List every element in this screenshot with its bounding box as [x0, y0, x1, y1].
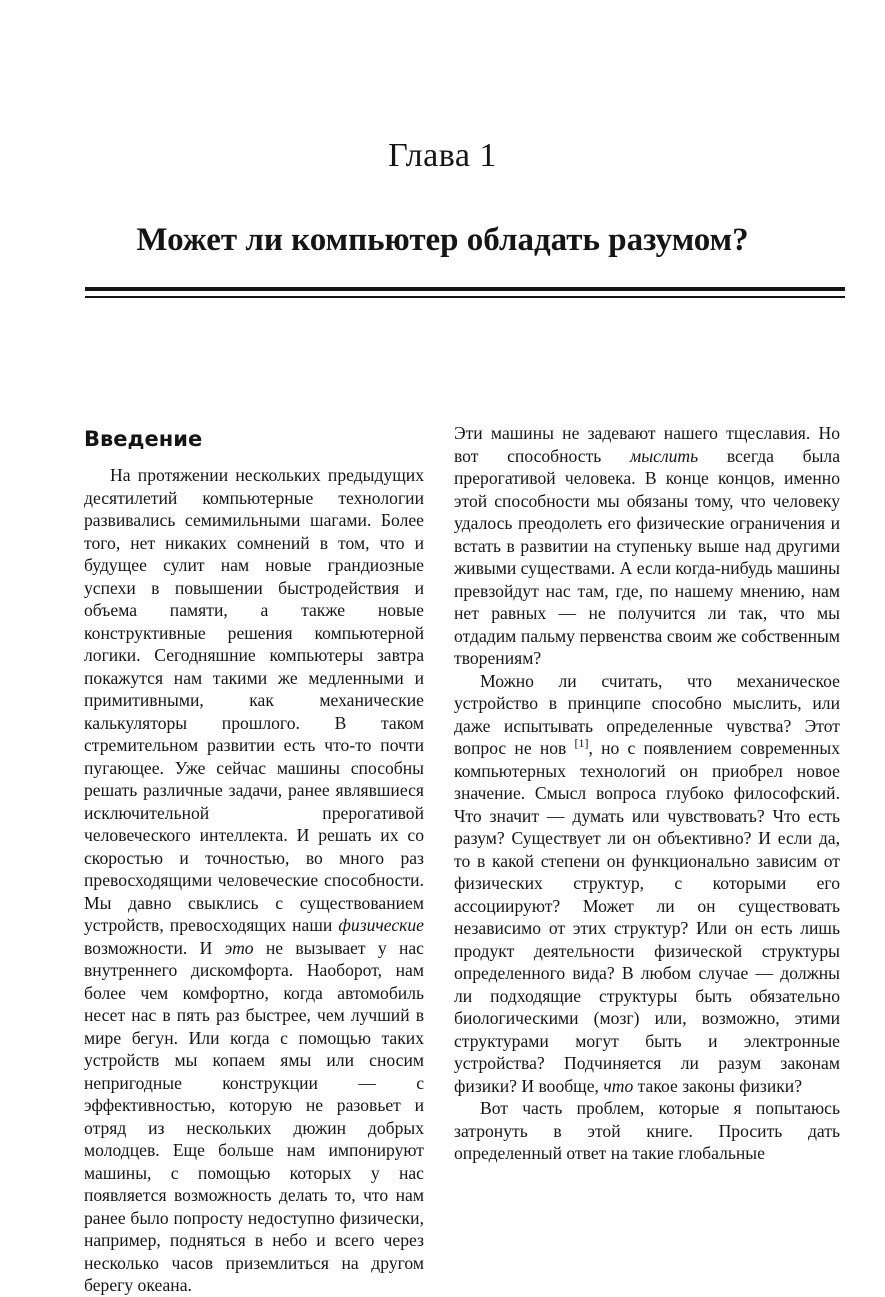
paragraph: Вот часть проблем, которые я попытаюсь затронуть в этой книге. Просить дать определенный ответ на такие глобальные	[454, 1098, 840, 1163]
emphasis: что	[603, 1075, 634, 1096]
left-column	[84, 422, 424, 1297]
paragraph: На протяжении нескольких предыдущих десятилетий компьютерные технологии развивались семимильными шагами. Более того, нет никаких сомнений в том, что и будущее сулит нам новые грандиозные успехи в повышении быстродействия и объема памяти, а также новые конструктивные решения компьютерной логики. Сегодняшние компьютеры завтра покажутся нам такими же медленными и примитивными, как механические калькуляторы прошлого. В таком стремительном развитии есть что-то почти пугающее. Уже сейчас машины способны решать различные задачи, ранее являвшиеся исключительной прерогативой человеческого интеллекта. И решать их со скоростью и точностью, во много раз превосходящими человеческие способности. Мы давно свыклись с существованием устройств, превосходящих наши физические возможности. И это не вызывает у нас внутреннего дискомфорта. Наоборот, нам более чем комфортно, когда автомобиль несет нас в пять раз быстрее, чем лучший в мире бегун. Или когда с помощью таких устройств мы копаем ямы или сносим непригодные конструкции — с эффективностью, которую не разовьет и отряд из нескольких дюжин добрых молодцев. Еще больше нам импонируют машины, с помощью которых у нас появляется возможность делать то, что нам ранее было попросту недоступно физически, например, подняться в небо и всего через несколько часов приземлиться на другом берегу океана.	[84, 465, 424, 1295]
paragraph: Эти машины не задевают нашего тщеславия. Но вот способность мыслить всегда была прерогативой человека. В конце концов, именно этой способности мы обязаны тому, что человеку удалось преодолеть его физические ограничения и встать в развитии на ступеньку выше над другими живыми существами. А если когда-нибудь машины превзойдут нас там, где, по нашему мнению, нам нет равных — не получится ли так, что мы отдадим пальму первенства своим же собственным творениям?	[454, 423, 840, 668]
section-heading: Введение	[84, 427, 203, 451]
emphasis: мыслить	[630, 445, 699, 466]
right-column	[454, 422, 840, 1165]
chapter-label: Глава 1	[388, 137, 497, 174]
emphasis: физические	[338, 915, 424, 935]
emphasis: это	[224, 937, 254, 958]
chapter-title: Может ли компьютер обладать разумом?	[136, 222, 749, 258]
title-rule-thick	[85, 287, 845, 291]
title-rule-thin	[85, 296, 845, 298]
footnote-ref[interactable]: [1]	[574, 736, 589, 751]
paragraph: Можно ли считать, что механическое устройство в принципе способно мыслить, или даже испытывать определенные чувства? Этот вопрос не нов [1], но с появлением современных компьютерных технологий он приобрел новое значение. Смысл вопроса глубоко философский. Что значит — думать или чувствовать? Что есть разум? Существует ли он объективно? И если да, то в какой степени он функционально зависим от физических структур, с которыми его ассоциируют? Может ли он существовать независимо от этих структур? Или он есть лишь продукт деятельности физической структуры определенного вида? В любом случае — должны ли подходящие структуры быть обязательно биологическими (мозг) или, возможно, этими структурами могут быть и электронные устройства? Подчиняется ли разум законам физики? И вообще, что такое законы физики?	[454, 670, 840, 1096]
